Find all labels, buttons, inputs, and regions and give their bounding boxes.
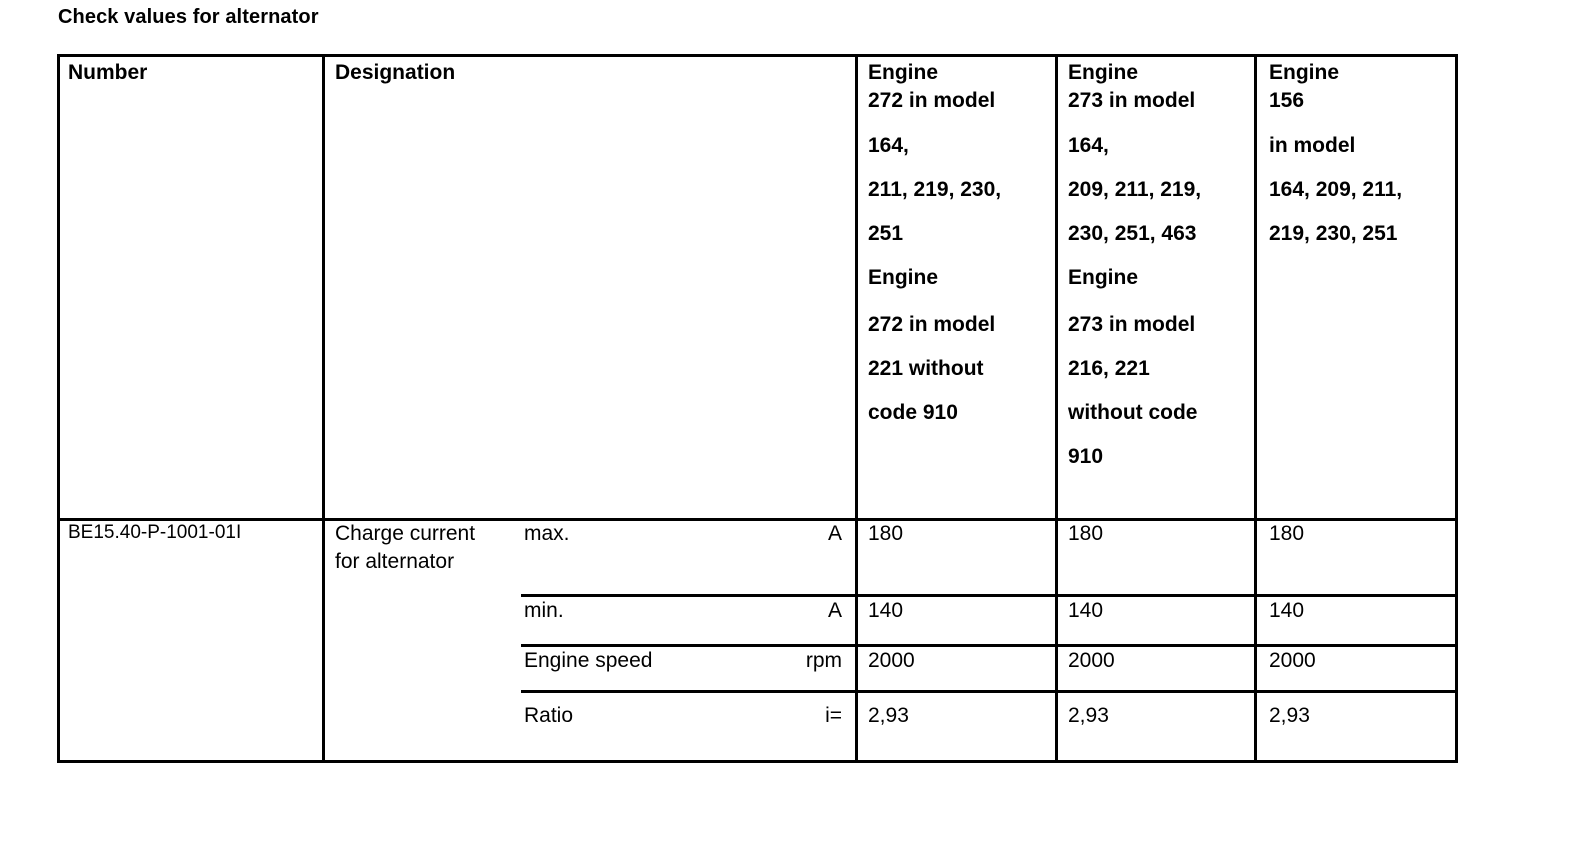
header-line: 273 in model: [1068, 89, 1196, 112]
value-min-col-2: 140: [1068, 599, 1104, 622]
value-ratio-col-2: 2,93: [1068, 704, 1109, 727]
row-divider: [521, 690, 1458, 693]
subrow-label-min: min.: [524, 599, 564, 622]
value-max-col-2: 180: [1068, 522, 1104, 545]
subrow-label-max: max.: [524, 522, 570, 545]
header-line: 164,: [868, 134, 909, 157]
column-divider: [1055, 54, 1058, 763]
column-divider: [1254, 54, 1257, 763]
row-divider: [521, 594, 1458, 597]
value-max-col-1: 180: [868, 522, 904, 545]
subrow-unit-ratio: i=: [825, 704, 842, 727]
column-divider: [855, 54, 858, 763]
header-line: 219, 230, 251: [1269, 222, 1398, 245]
header-engine-col-2: [1068, 61, 1201, 489]
header-line: 216, 221: [1068, 357, 1150, 380]
header-line: 273 in model: [1068, 313, 1196, 336]
header-engine-col-3: [1269, 61, 1402, 266]
value-ratio-col-3: 2,93: [1269, 704, 1310, 727]
header-line: 211, 219, 230,: [868, 178, 1002, 201]
value-speed-col-2: 2000: [1068, 649, 1115, 672]
header-line: Engine: [1068, 266, 1139, 289]
table-frame: [57, 54, 1458, 763]
subrow-unit-min: A: [827, 599, 842, 622]
value-min-col-1: 140: [868, 599, 904, 622]
header-line: 164, 209, 211,: [1269, 178, 1403, 201]
header-line: code 910: [868, 401, 958, 424]
header-line: 251: [868, 222, 904, 245]
page-title: Check values for alternator: [58, 6, 319, 28]
header-divider: [57, 518, 1458, 521]
subrow-label-engine-speed: Engine speed: [524, 649, 653, 672]
designation-line: for alternator: [335, 550, 455, 573]
header-line: Engine: [868, 61, 939, 84]
header-line: 272 in model: [868, 313, 996, 336]
header-line: in model: [1269, 134, 1356, 157]
header-line: Engine: [868, 266, 939, 289]
value-speed-col-1: 2000: [868, 649, 915, 672]
header-line: Engine: [1269, 61, 1340, 84]
column-divider: [322, 54, 325, 763]
row-designation: [335, 522, 475, 574]
header-number: Number: [68, 61, 148, 84]
header-line: 209, 211, 219,: [1068, 178, 1202, 201]
header-line: Engine: [1068, 61, 1139, 84]
row-divider: [521, 644, 1458, 647]
header-line: without code: [1068, 401, 1198, 424]
header-line: 164,: [1068, 134, 1109, 157]
row-number: BE15.40-P-1001-01I: [68, 522, 242, 543]
header-line: 156: [1269, 89, 1305, 112]
subrow-unit-max: A: [827, 522, 842, 545]
header-designation: Designation: [335, 61, 456, 84]
value-min-col-3: 140: [1269, 599, 1305, 622]
header-engine-col-1: [868, 61, 1001, 445]
value-speed-col-3: 2000: [1269, 649, 1316, 672]
value-max-col-3: 180: [1269, 522, 1305, 545]
header-line: 910: [1068, 445, 1104, 468]
header-line: 221 without: [868, 357, 984, 380]
subrow-label-ratio: Ratio: [524, 704, 574, 727]
designation-line: Charge current: [335, 522, 476, 545]
header-line: 230, 251, 463: [1068, 222, 1197, 245]
value-ratio-col-1: 2,93: [868, 704, 909, 727]
header-line: 272 in model: [868, 89, 996, 112]
subrow-unit-engine-speed: rpm: [805, 649, 842, 672]
